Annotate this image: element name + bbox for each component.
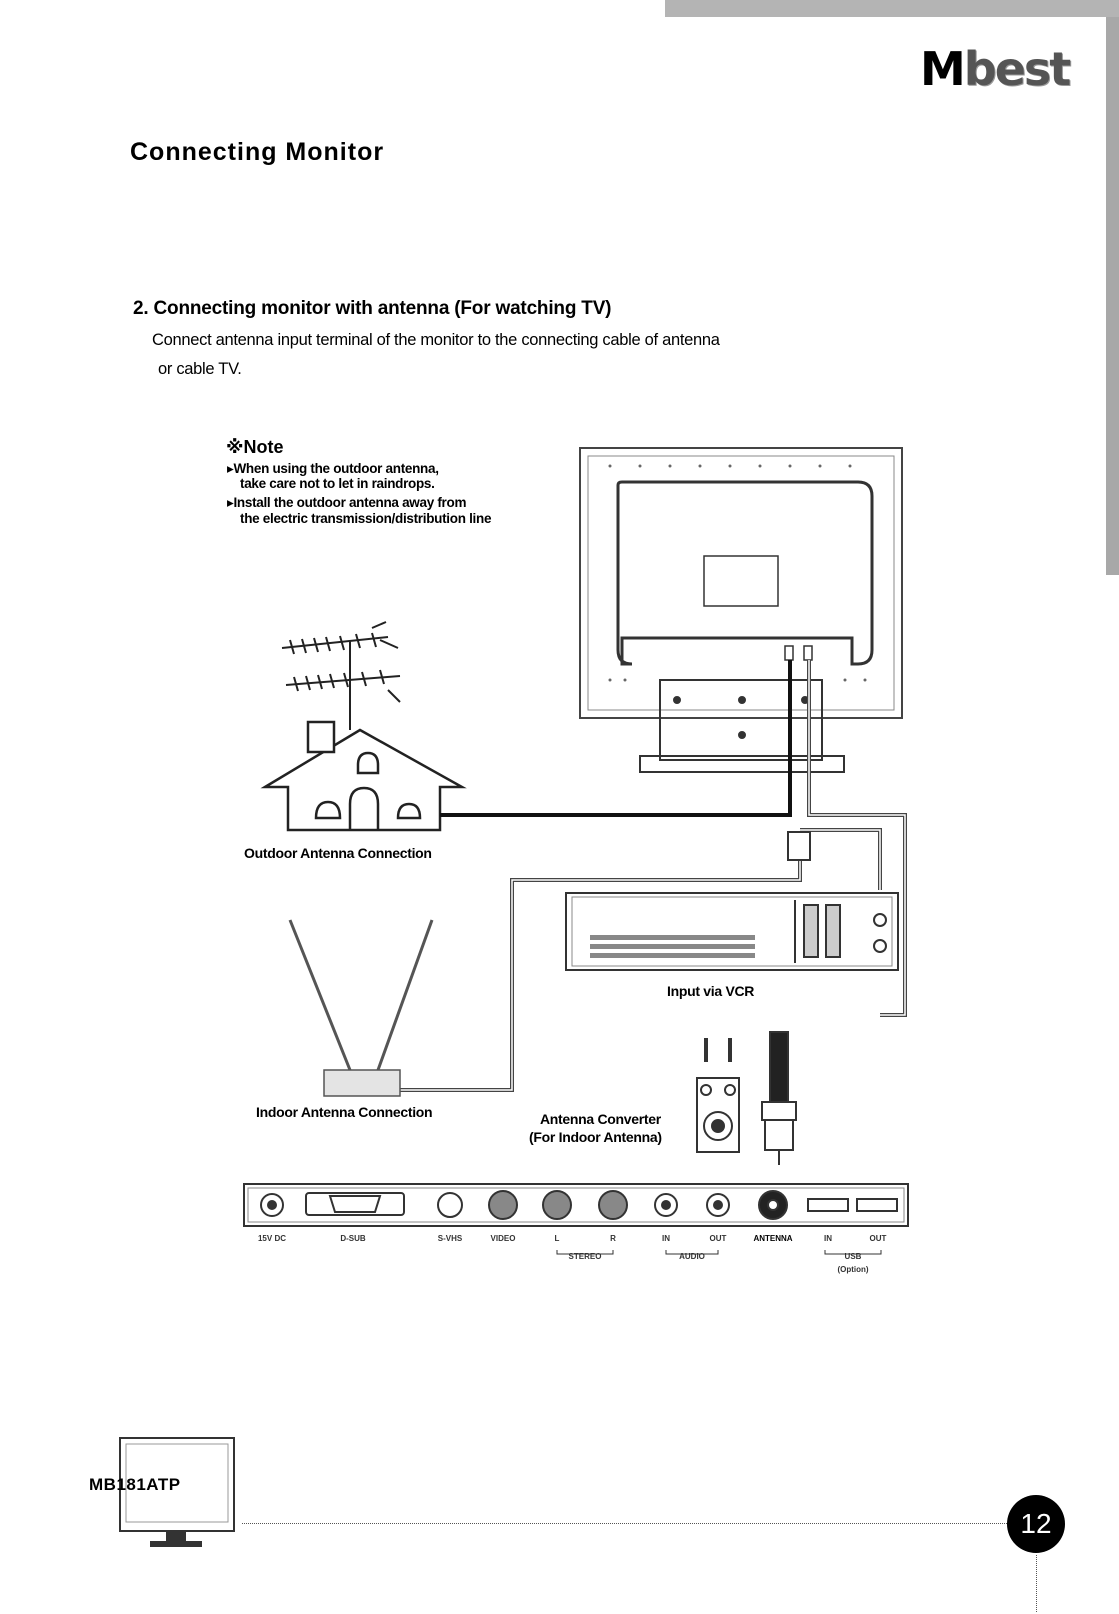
- house-illustration: [265, 722, 462, 830]
- port-label-l: L: [554, 1234, 560, 1243]
- antenna-converter-sublabel: (For Indoor Antenna): [529, 1129, 662, 1145]
- port-label-usb-in: IN: [824, 1234, 832, 1243]
- port-group-stereo: STEREO: [568, 1252, 602, 1261]
- section-heading: 2. Connecting monitor with antenna (For watching TV): [133, 298, 612, 319]
- port-label-audio-out: OUT: [709, 1234, 727, 1243]
- outdoor-antenna-label: Outdoor Antenna Connection: [244, 845, 432, 861]
- port-group-audio: AUDIO: [679, 1252, 705, 1261]
- port-label-antenna: ANTENNA: [753, 1234, 793, 1243]
- cable-lines: [400, 660, 905, 1090]
- footer-drop-line: [1036, 1555, 1037, 1612]
- page-number-badge: 12: [1007, 1495, 1065, 1553]
- monitor-back-illustration: [580, 448, 902, 772]
- note-line-4: the electric transmission/distribution line: [240, 511, 492, 526]
- port-group-option: (Option): [837, 1265, 869, 1274]
- port-label-dc: 15V DC: [257, 1234, 286, 1243]
- port-label-dsub: D-SUB: [340, 1234, 366, 1243]
- note-line-2: take care not to let in raindrops.: [240, 476, 435, 491]
- port-group-usb: USB: [844, 1252, 862, 1261]
- port-label-svhs: S-VHS: [437, 1234, 463, 1243]
- brand-logo-text: best: [963, 42, 1070, 96]
- vcr-illustration: [566, 893, 898, 970]
- monitor-thumbnail: [112, 1435, 242, 1560]
- indoor-antenna-illustration: [290, 920, 432, 1096]
- antenna-converter-label: Antenna Converter: [540, 1111, 661, 1127]
- outdoor-antenna-illustration: [282, 622, 400, 730]
- section-description-line-1: Connect antenna input terminal of the monitor to the connecting cable of antenna: [152, 331, 720, 349]
- indoor-antenna-label: Indoor Antenna Connection: [256, 1104, 433, 1120]
- port-label-r: R: [610, 1234, 616, 1243]
- page-title: Connecting Monitor: [130, 138, 385, 166]
- note-line-3: ▸Install the outdoor antenna away from: [227, 495, 467, 510]
- vcr-label: Input via VCR: [667, 983, 755, 999]
- model-number: MB181ATP: [89, 1475, 181, 1494]
- section-description-line-2: or cable TV.: [158, 360, 242, 378]
- antenna-converter-illustration: [697, 1032, 796, 1165]
- note-line-1: ▸When using the outdoor antenna,: [227, 461, 439, 476]
- port-label-usb-out: OUT: [869, 1234, 887, 1243]
- note-title: ※Note: [226, 437, 284, 457]
- port-label-video: VIDEO: [490, 1234, 516, 1243]
- footer-rule: [242, 1523, 1007, 1524]
- brand-logo: Mbest: [920, 42, 1070, 96]
- monitor-vent-dots: [609, 465, 867, 682]
- port-label-audio-in: IN: [662, 1234, 670, 1243]
- rear-panel-illustration: [244, 1184, 908, 1226]
